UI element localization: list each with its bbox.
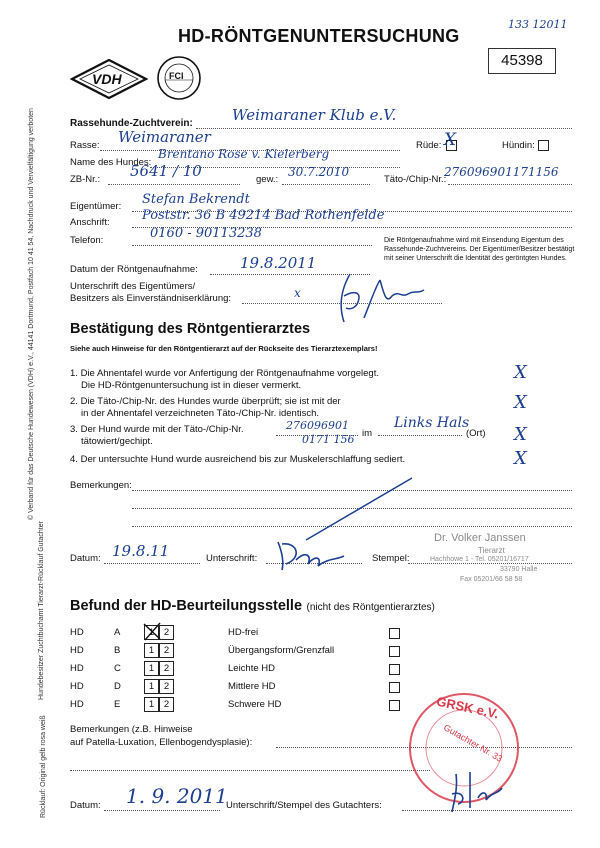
vet-stamp-city: 33790 Halle	[500, 566, 538, 573]
hd-row-e-cell-2[interactable]: 2	[159, 697, 174, 712]
vet-section-subheading: Siehe auch Hinweise für den Röntgentierarzt auf der Rückseite des Tierarztexemplars!	[70, 344, 378, 353]
hd-row-c-checkbox[interactable]	[389, 664, 400, 675]
seal-inner-text: Gutachter Nr. 33	[441, 722, 505, 764]
hd-row-c-prefix: HD	[70, 663, 84, 674]
hd-row-d-grade: D	[114, 681, 121, 692]
born-value: 30.7.2010	[288, 165, 350, 179]
form-title: HD-RÖNTGENUNTERSUCHUNG	[178, 26, 460, 46]
hd-row-b-grade: B	[114, 645, 121, 656]
vet-item-3-im: im	[362, 428, 373, 439]
vet-item-3-num: 3.	[70, 424, 78, 435]
hd-row-b-cell-1[interactable]: 1	[144, 643, 159, 658]
female-label: Hündin:	[502, 140, 535, 151]
vet-item-4-line1: Der untersuchte Hund wurde ausreichend bis zur Muskelerschlaffung sediert.	[80, 454, 406, 465]
vet-section-heading: Bestätigung des Röntgentierarztes	[70, 321, 311, 337]
vet-date-value: 19.8.11	[112, 542, 170, 560]
vet-item-2	[70, 396, 341, 420]
chip-value: 276096901171156	[444, 165, 559, 179]
vet-item-4	[70, 454, 405, 465]
born-label: gew.:	[256, 174, 279, 185]
female-checkbox[interactable]	[538, 140, 549, 151]
hd-row-c-cell-1[interactable]: 1	[144, 661, 159, 676]
owner-value: Stefan Bekrendt	[142, 192, 250, 207]
distribution-side-text: Hundebesitzer Zuchtbuchamt Tierarzt-Rücklauf Gutachter	[38, 521, 45, 700]
phone-value: 0160 - 90113238	[150, 226, 262, 241]
hd-row-a-cell-1[interactable]: 1	[144, 625, 159, 640]
hd-row-d-cell-1[interactable]: 1	[144, 679, 159, 694]
hd-row-c-grade: C	[114, 663, 121, 674]
owner-label: Eigentümer:	[70, 201, 122, 212]
vet-item-1-line2: Die HD-Röntgenuntersuchung ist in dieser vermerkt.	[81, 380, 302, 391]
consent-label-1: Unterschrift des Eigentümers/	[70, 281, 196, 292]
zb-value: 5641 / 10	[130, 162, 202, 180]
vet-item-3-line1: Der Hund wurde mit der Täto-/Chip-Nr.	[80, 424, 244, 435]
vet-item-3-location: Links Hals	[394, 415, 470, 431]
xray-date-label: Datum der Röntgenaufnahme:	[70, 264, 198, 275]
hd-row-b-label: Übergangsform/Grenzfall	[228, 645, 335, 656]
vet-item-1-check: X	[514, 362, 527, 383]
vet-item-1	[70, 368, 379, 392]
evaluation-signature	[448, 768, 508, 819]
ownership-note: Die Röntgenaufnahme wird mit Einsendung Eigentum des Rassehunde-Zuchtvereins. Der Eigentümer/Besitzer bestätigt mit seiner Unterschrift die Identität des geröntgten Hundes.	[384, 237, 575, 262]
vet-item-3-chip-1: 276096901	[286, 419, 349, 432]
hd-row-c-label: Leichte HD	[228, 663, 275, 674]
vet-item-3	[70, 424, 244, 448]
dog-name-value: Brentano Rose v. Kielerberg	[158, 147, 330, 161]
xray-date-value: 19.8.2011	[240, 254, 317, 272]
hd-row-d-checkbox[interactable]	[389, 682, 400, 693]
hd-row-b-checkbox[interactable]	[389, 646, 400, 657]
form-number-box	[488, 48, 556, 74]
evaluation-heading-title: Befund der HD-Beurteilungsstelle	[70, 598, 303, 614]
vet-item-1-line1: Die Ahnentafel wurde vor Anfertigung der Röntgenaufnahme vorgelegt.	[80, 368, 379, 379]
vdh-logo-text: VDH	[92, 71, 122, 87]
hd-row-a-prefix: HD	[70, 627, 84, 638]
address-label: Anschrift:	[70, 217, 110, 228]
hd-row-e-label: Schwere HD	[228, 699, 282, 710]
owner-signature	[328, 268, 438, 335]
hd-row-d-label: Mittlere HD	[228, 681, 276, 692]
hd-row-e-checkbox[interactable]	[389, 700, 400, 711]
evaluation-date-value: 1. 9. 2011	[126, 784, 228, 808]
vet-item-3-check: X	[514, 424, 527, 445]
hd-row-d-cell-2[interactable]: 2	[159, 679, 174, 694]
consent-label-2: Besitzers als Einverständniserklärung:	[70, 293, 232, 304]
vet-stamp-street: Hachhowe 1 - Tel. 05201/16717	[430, 556, 529, 563]
club-label: Rassehunde-Zuchtverein:	[70, 118, 193, 129]
fci-logo-text: FCI	[169, 71, 184, 81]
fci-logo	[156, 55, 202, 101]
male-check-mark: X	[444, 130, 457, 150]
hd-row-a-cell-2[interactable]: 2	[159, 625, 174, 640]
seal-top-text: GRSK e.V.	[435, 693, 500, 722]
vet-item-4-num: 4.	[70, 454, 78, 465]
hd-row-e-cell-1[interactable]: 1	[144, 697, 159, 712]
vet-item-3-ort: (Ort)	[466, 428, 486, 439]
breed-label: Rasse:	[70, 140, 100, 151]
copyright-side-text: © Verband für das Deutsche Hundewesen (VDH) e.V., 44141 Dortmund, Postfach 10 41 54, Nachdruck und Vervielfältigung verboten	[28, 108, 35, 520]
hd-row-a-checkbox[interactable]	[389, 628, 400, 639]
hd-row-d-prefix: HD	[70, 681, 84, 692]
phone-label: Telefon:	[70, 235, 104, 246]
vet-stamp-name: Dr. Volker Janssen	[434, 532, 526, 544]
male-label: Rüde:	[416, 140, 442, 151]
hd-row-e-prefix: HD	[70, 699, 84, 710]
vet-signature-label: Unterschrift:	[206, 553, 258, 564]
address-value: Poststr. 36 B 49214 Bad Rothenfelde	[142, 208, 385, 223]
vet-date-label: Datum:	[70, 553, 101, 564]
handwritten-reference: 133 12011	[508, 18, 568, 31]
chip-label: Täto-/Chip-Nr.:	[384, 174, 447, 185]
form-number: 45398	[501, 52, 543, 69]
breed-value: Weimaraner	[118, 128, 211, 146]
vdh-logo	[70, 58, 148, 100]
evaluation-heading	[70, 597, 435, 615]
club-value: Weimaraner Klub e.V.	[232, 106, 397, 124]
vet-item-3-chip-2: 0171 156	[302, 433, 355, 446]
return-side-text: Rücklauf: Original gelb rosa weiß	[40, 715, 47, 818]
hd-row-a-grade: A	[114, 627, 121, 638]
vet-item-2-check: X	[514, 392, 527, 413]
hd-row-b-prefix: HD	[70, 645, 84, 656]
evaluation-remarks-label-2: auf Patella-Luxation, Ellenbogendysplasie):	[70, 737, 253, 748]
hd-row-b-cell-2[interactable]: 2	[159, 643, 174, 658]
hd-row-c-cell-2[interactable]: 2	[159, 661, 174, 676]
vet-stamp-label: Stempel:	[372, 553, 410, 564]
vet-item-2-line2: in der Ahnentafel verzeichneten Täto-/Chip-Nr. identisch.	[81, 408, 319, 419]
vet-item-2-line1: Die Täto-/Chip-Nr. des Hundes wurde überprüft; sie ist mit der	[80, 396, 341, 407]
vet-stamp-fax: Fax 05201/66 58 58	[460, 576, 523, 583]
vet-stamp-title: Tierarzt	[478, 546, 505, 555]
evaluation-date-label: Datum:	[70, 800, 101, 811]
evaluation-signature-label: Unterschrift/Stempel des Gutachters:	[226, 800, 382, 811]
vet-item-4-check: X	[514, 448, 527, 469]
zb-label: ZB-Nr.:	[70, 174, 101, 185]
evaluation-heading-note: (nicht des Röntgentierarztes)	[306, 602, 435, 613]
vet-signature	[272, 538, 352, 577]
evaluation-remarks-label-1: Bemerkungen (z.B. Hinweise	[70, 724, 193, 735]
vet-item-2-num: 2.	[70, 396, 78, 407]
hd-row-a-label: HD-frei	[228, 627, 259, 638]
vet-item-1-num: 1.	[70, 368, 78, 379]
vet-item-3-line2: tätowiert/gechipt.	[81, 436, 153, 447]
vet-remarks-label: Bemerkungen:	[70, 480, 132, 491]
hd-row-e-grade: E	[114, 699, 121, 710]
dog-name-label: Name des Hundes:	[70, 157, 152, 168]
consent-mark: x	[294, 286, 301, 300]
